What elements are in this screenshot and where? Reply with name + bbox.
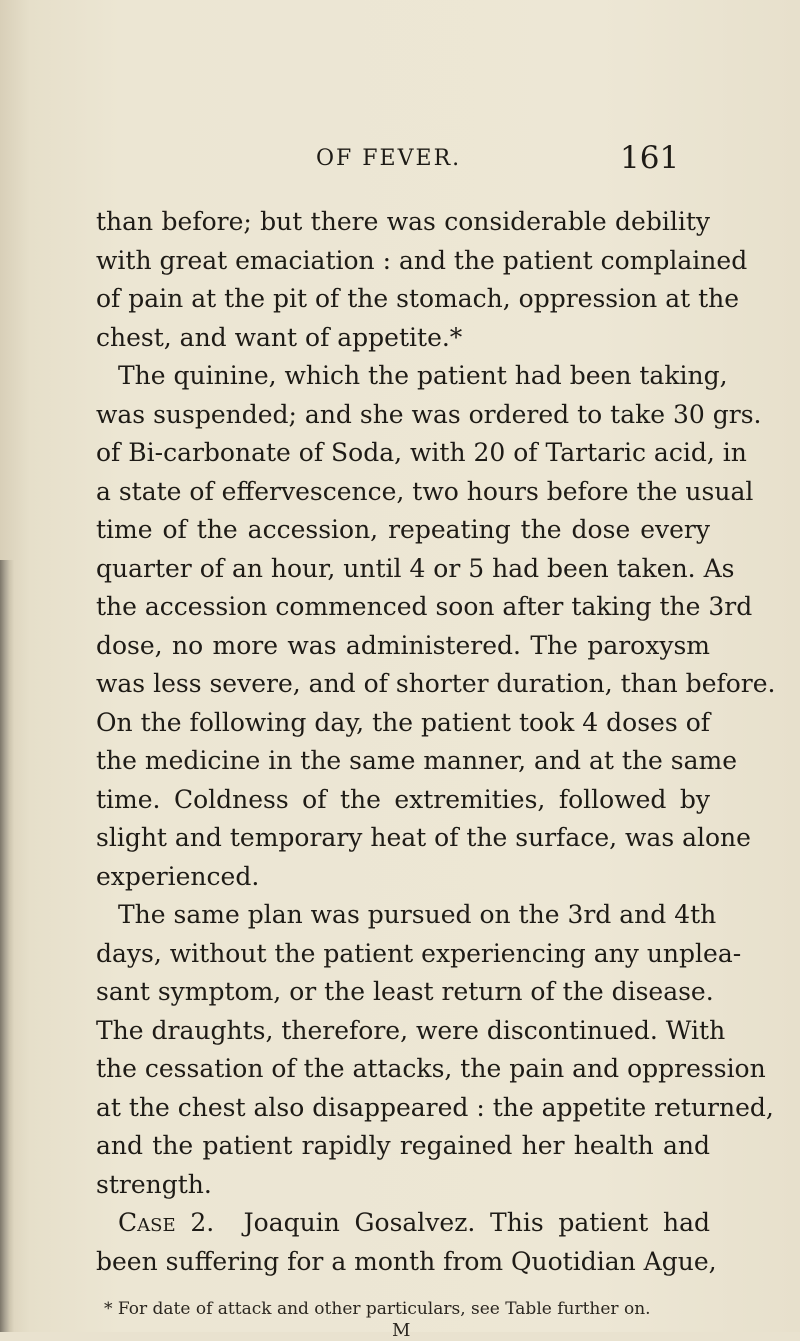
text-line: quarter of an hour, until 4 or 5 had been taken. As: [96, 553, 735, 583]
text-line: than before; but there was considerable debility: [96, 207, 710, 236]
body-text: [96, 203, 776, 1281]
text-line: On the following day, the patient took 4 doses of: [96, 707, 710, 737]
text-line: with great emaciation : and the patient complained: [96, 245, 748, 275]
binding-shadow: [0, 560, 14, 1332]
footnote: * For date of attack and other particulars, see Table further on.: [104, 1299, 651, 1319]
text-line: chest, and want of appetite.*: [96, 322, 463, 352]
running-title: OF FEVER.: [316, 146, 462, 171]
text-line: days, without the patient experiencing any unplea-: [96, 938, 742, 968]
text-line: The draughts, therefore, were discontinued. With: [96, 1015, 726, 1045]
page-number: 161: [620, 140, 680, 176]
text-line: sant symptom, or the least return of the disease.: [96, 977, 714, 1006]
text-line: slight and temporary heat of the surface, was alone: [96, 823, 751, 852]
text-line: was suspended; and she was ordered to take 30 grs.: [96, 399, 762, 429]
text-line: the medicine in the same manner, and at the same: [96, 746, 738, 775]
text-line: of pain at the pit of the stomach, oppression at the: [96, 284, 740, 313]
text-line: of Bi-carbonate of Soda, with 20 of Tartaric acid, in: [96, 438, 747, 467]
text-line: the cessation of the attacks, the pain and oppression: [96, 1054, 766, 1083]
case-line-rest: Joaquin Gosalvez. This patient had: [243, 1208, 710, 1237]
text-line: dose, no more was administered. The paroxysm: [96, 630, 710, 660]
text-line: was less severe, and of shorter duration, than before.: [96, 669, 776, 698]
signature-mark: M: [392, 1320, 411, 1341]
text-line: The same plan was pursued on the 3rd and 4th: [118, 900, 717, 929]
text-line: at the chest also disappeared : the appetite returned,: [96, 1092, 774, 1122]
text-line: been suffering for a month from Quotidian Ague,: [96, 1246, 717, 1276]
text-line: the accession commenced soon after taking the 3rd: [96, 592, 753, 621]
text-line: The quinine, which the patient had been taking,: [118, 361, 728, 390]
text-line: a state of effervescence, two hours before the usual: [96, 476, 754, 506]
text-line: time. Coldness of the extremities, followed by: [96, 784, 710, 814]
text-line: strength.: [96, 1169, 212, 1199]
case-label: Case 2.: [118, 1208, 215, 1237]
text-line: experienced.: [96, 861, 260, 891]
case-heading-line: [96, 1204, 710, 1243]
text-line: and the patient rapidly regained her health and: [96, 1131, 710, 1160]
running-head: [0, 140, 800, 180]
text-line: time of the accession, repeating the dose every: [96, 515, 710, 544]
